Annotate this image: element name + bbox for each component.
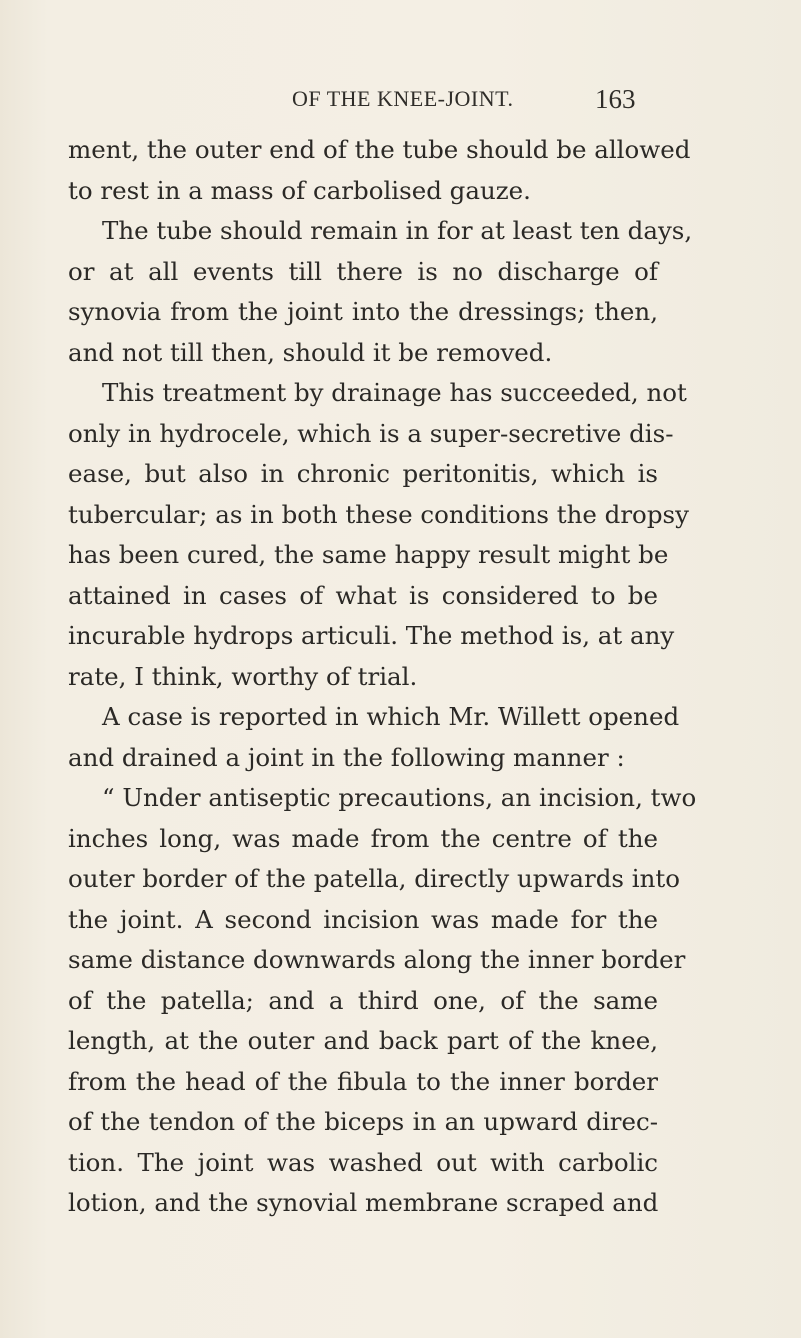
text-line: to rest in a mass of carbolised gauze. [68,175,531,205]
running-head [0,82,801,112]
text-line: A case is reported in which Mr. Willett opened [102,702,680,731]
text-line: only in hydrocele, which is a super-secretive dis- [68,418,674,448]
text-line: tion. The joint was washed out with carbolic [68,1147,658,1177]
text-line: This treatment by drainage has succeeded, not [102,378,687,407]
text-line: the joint. A second incision was made for the [68,904,658,934]
text-line: length, at the outer and back part of the knee, [68,1026,658,1055]
body-text [68,130,697,1224]
text-line: inches long, was made from the centre of the [68,823,658,853]
text-line: and not till then, should it be removed. [68,337,553,367]
text-line: rate, I think, worthy of trial. [68,661,418,691]
text-line: The tube should remain in for at least ten days, [102,216,693,245]
text-line: and drained a joint in the following manner : [68,742,625,772]
text-line: outer border of the patella, directly upwards into [68,864,680,893]
text-line: ease, but also in chronic peritonitis, which is [68,459,658,488]
text-line: same distance downwards along the inner border [68,945,686,974]
running-head-title: OF THE KNEE-JOINT. [292,86,514,111]
text-line: has been cured, the same happy result might be [68,540,669,569]
text-line: ment, the outer end of the tube should be allowed [68,135,691,164]
text-line: of the tendon of the biceps in an upward direc- [68,1107,658,1136]
text-line: lotion, and the synovial membrane scraped and [68,1188,659,1217]
text-line: of the patella; and a third one, of the same [68,985,658,1015]
text-line: or at all events till there is no discharge of [68,256,658,286]
text-line: attained in cases of what is considered to be [68,580,658,610]
text-line: tubercular; as in both these conditions the dropsy [68,499,689,529]
text-line: incurable hydrops articuli. The method is, at any [68,621,675,650]
page-number: 163 [595,84,636,114]
text-line: from the head of the fibula to the inner border [68,1066,658,1096]
text-line: “ Under antiseptic precautions, an incision, two [102,783,697,812]
text-line: synovia from the joint into the dressings; then, [68,297,658,326]
